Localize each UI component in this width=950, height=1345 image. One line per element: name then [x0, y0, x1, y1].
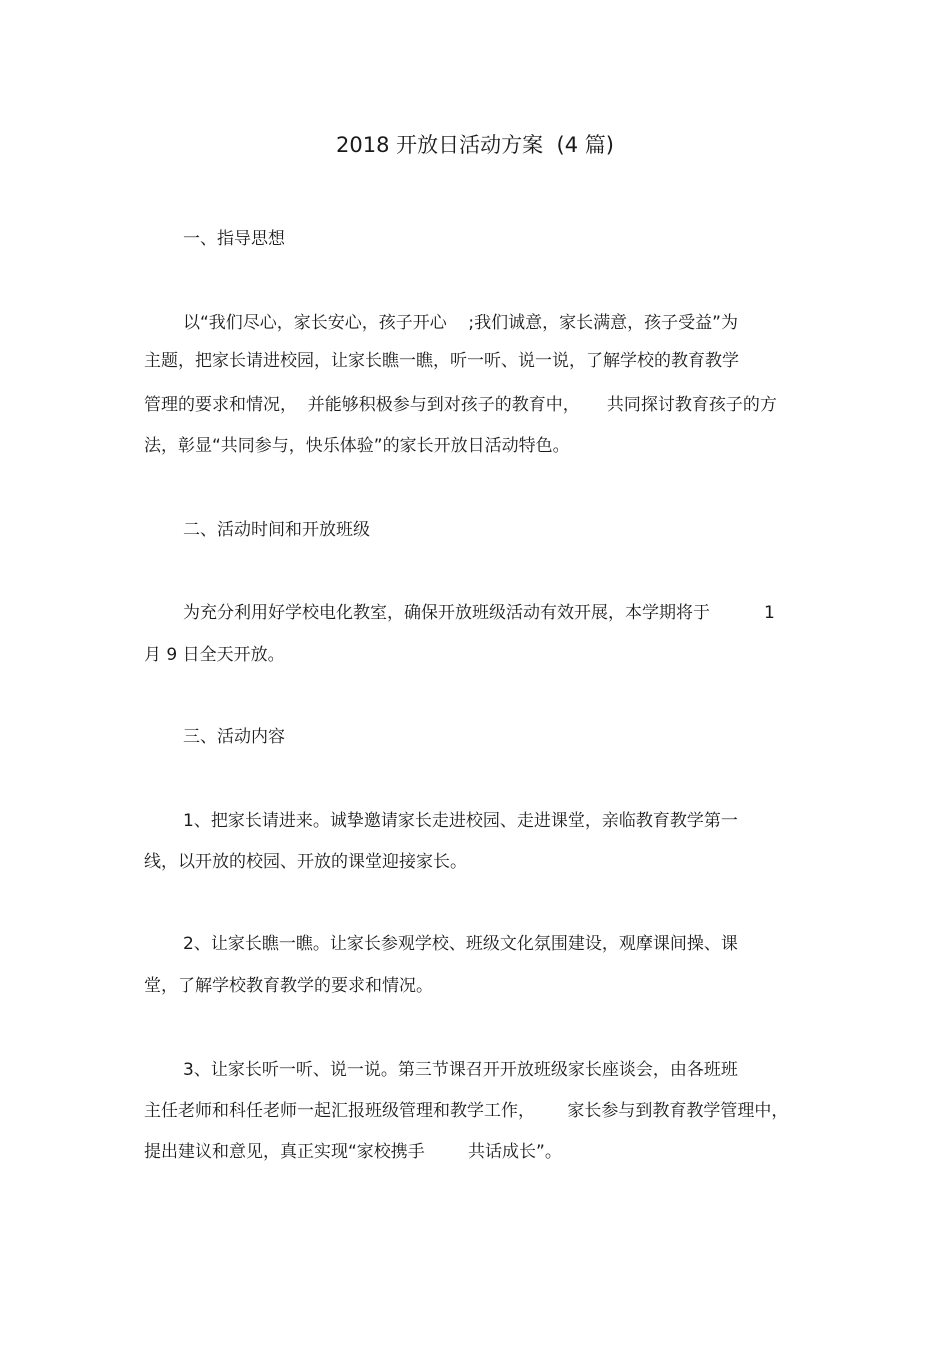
- document-title: 2018 开放日活动方案 (4 篇): [336, 133, 614, 157]
- paragraph-line: 1、把家长请进来。诚挚邀请家长走进校园、走进课堂，亲临教育教学第一: [183, 811, 738, 831]
- paragraph-line: 主题，把家长请进校园，让家长瞧一瞧，听一听、说一说，了解学校的教育教学: [144, 351, 739, 371]
- section-heading-activity-content: 三、活动内容: [183, 727, 285, 747]
- paragraph-line: 提出建议和意见，真正实现“家校携手 共话成长”。: [144, 1142, 562, 1162]
- paragraph-line: 法，彰显“共同参与，快乐体验”的家长开放日活动特色。: [144, 436, 570, 456]
- paragraph-line: 以“我们尽心，家长安心，孩子开心 ;我们诚意，家长满意，孩子受益”为: [183, 313, 738, 333]
- paragraph-line: 月 9 日全天开放。: [144, 645, 285, 665]
- paragraph-line: 2、让家长瞧一瞧。让家长参观学校、班级文化氛围建设，观摩课间操、课: [183, 934, 738, 954]
- paragraph-line: 管理的要求和情况， 并能够积极参与到对孩子的教育中， 共同探讨教育孩子的方: [144, 395, 777, 415]
- paragraph-line: 3、让家长听一听、说一说。第三节课召开开放班级家长座谈会，由各班班: [183, 1060, 738, 1080]
- section-heading-activity-time: 二、活动时间和开放班级: [183, 520, 370, 540]
- paragraph-line: 线，以开放的校园、开放的课堂迎接家长。: [144, 852, 467, 872]
- paragraph-line: 为充分利用好学校电化教室，确保开放班级活动有效开展，本学期将于 1: [183, 603, 775, 623]
- paragraph-line: 主任老师和科任老师一起汇报班级管理和教学工作， 家长参与到教育教学管理中，: [144, 1101, 789, 1121]
- paragraph-line: 堂，了解学校教育教学的要求和情况。: [144, 976, 433, 996]
- section-heading-guiding-ideology: 一、指导思想: [183, 229, 285, 249]
